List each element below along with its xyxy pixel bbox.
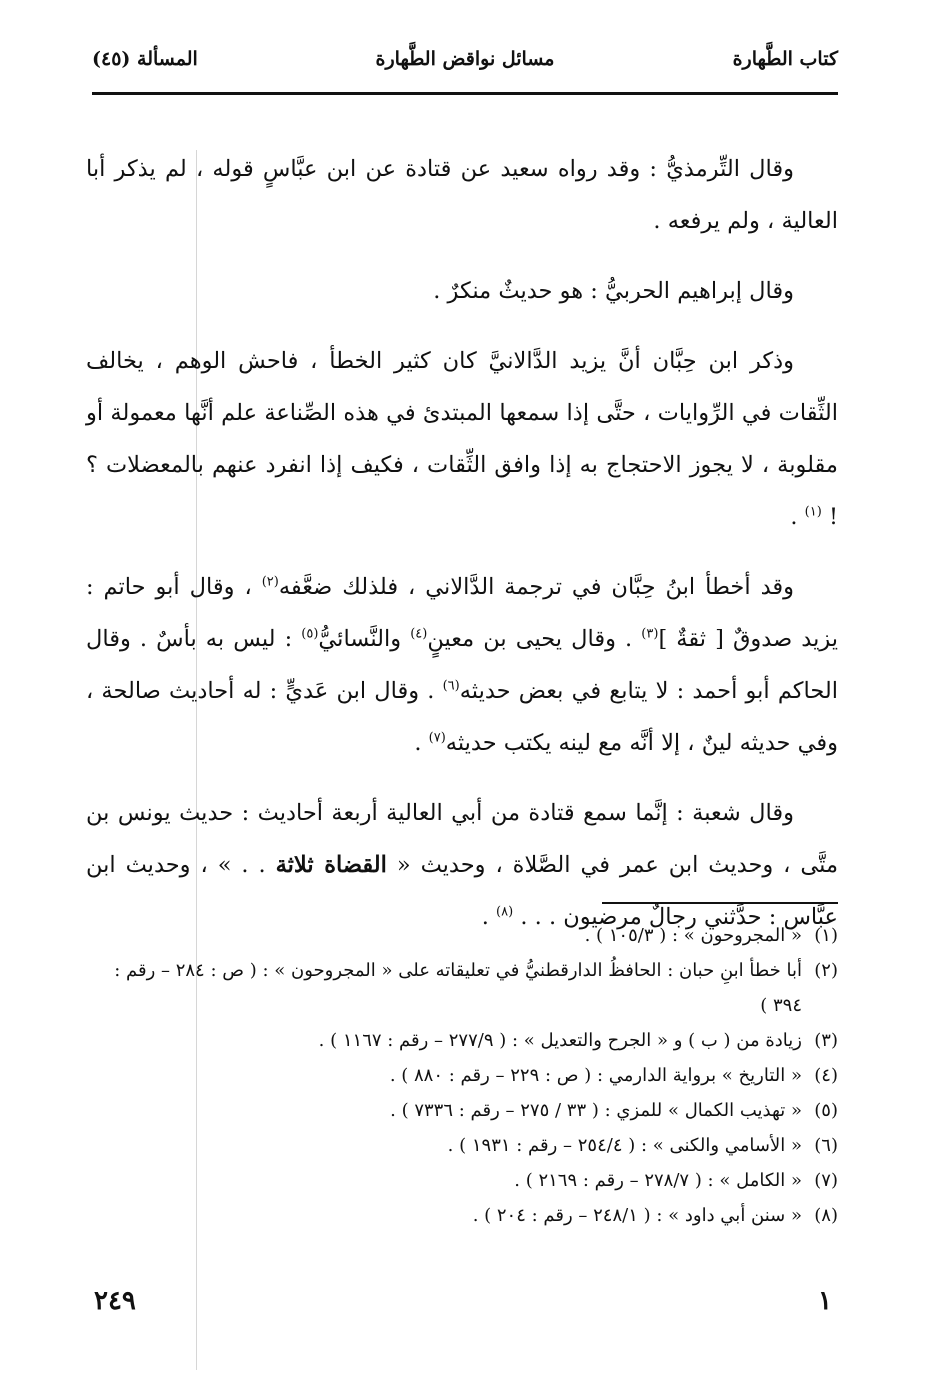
- running-header: [92, 42, 838, 95]
- footnote-number: (٧): [814, 1170, 838, 1191]
- footnote-item: [92, 1093, 838, 1128]
- paragraph: [86, 265, 838, 317]
- text-segment: والنَّسائيُّ: [318, 626, 411, 652]
- footnotes-list: [92, 918, 838, 1233]
- text-segment: : ليس به بأسٌ . وقال الحاكم أبو أحمد : لا يتابع في بعض حديثه: [86, 626, 838, 704]
- text-segment: .: [414, 730, 429, 756]
- main-text: [86, 143, 838, 961]
- page-number: ٢٤٩: [94, 1286, 136, 1316]
- footnote-item: [92, 1163, 838, 1198]
- footnote-number: (٤): [814, 1065, 838, 1086]
- text-segment: . . » ، وحديث ابن عبَّاس : حدَّثني رجالٌ مرضيون . . .: [86, 852, 838, 930]
- footnote-item: [92, 953, 838, 1023]
- text-segment: وقال شعبة : إنَّما سمع قتادة من أبي العالية أربعة أحاديث : حديث يونس بن متَّى ، وحديث ابن عمر في الصَّلاة ، وحديث «: [86, 800, 838, 878]
- text-segment: وقال التِّرمذيُّ : وقد رواه سعيد عن قتادة عن ابن عبَّاسٍ قوله ، لم يذكر أبا العالية ، ولم يرفعه .: [86, 156, 838, 234]
- footnote-item: [92, 1198, 838, 1233]
- footnote-text: « تهذيب الكمال » للمزي : ( ٣٣ / ٢٧٥ – رقم : ٧٣٣٦ ) .: [390, 1100, 802, 1121]
- footnote-reference: (٥): [301, 626, 319, 642]
- footnote-item: [92, 1128, 838, 1163]
- footnote-reference: (٨): [496, 904, 514, 920]
- footnote-text: « الكامل » : ( ٢٧٨/٧ – رقم : ٢١٦٩ ) .: [514, 1170, 802, 1191]
- paragraph: [86, 143, 838, 247]
- page-footer: [92, 1286, 838, 1326]
- text-segment: .: [790, 504, 805, 530]
- footnote-text: « المجروحون » : ( ١٠٥/٣ ) .: [584, 925, 802, 946]
- text-segment: وذكر ابن حِبَّان أنَّ يزيد الدَّالانيَّ كان كثير الخطأ ، فاحش الوهم ، يخالف الثِّقات في الرِّوايات ، حتَّى إذا سمعها المبتدئ في هذه الصِّناعة علم أنَّها معمولة أو مقلوبة ، لا يجوز الاحتجاج به إذا وافق الثِّقات ، فكيف إذا انفرد عنهم بالمعضلات ؟ !: [86, 348, 838, 530]
- footnote-number: (٣): [814, 1030, 838, 1051]
- text-segment: . وقال يحيى بن معينٍ: [427, 626, 642, 652]
- text-segment: .: [481, 904, 497, 930]
- header-issue-number: المسألة (٤٥): [92, 48, 198, 70]
- header-book-title: كتاب الطَّهارة: [732, 48, 838, 70]
- footnote-item: [92, 1023, 838, 1058]
- footnote-number: (٢): [814, 960, 838, 981]
- footnote-reference: (٢): [261, 574, 279, 590]
- footnote-number: (٨): [814, 1205, 838, 1226]
- text-segment: وقال إبراهيم الحربيُّ : هو حديثٌ منكرٌ .: [433, 278, 794, 304]
- paragraph: [86, 335, 838, 543]
- footnote-item: [92, 1058, 838, 1093]
- footnote-text: « سنن أبي داود » : ( ٢٤٨/١ – رقم : ٢٠٤ ) .: [472, 1205, 802, 1226]
- text-segment: ، وقال أبو حاتم : يزيد صدوقٌ [ ثقةٌ ]: [86, 574, 839, 652]
- footnote-reference: (٦): [442, 678, 460, 694]
- footnote-text: « التاريخ » برواية الدارمي : ( ص : ٢٢٩ – رقم : ٨٨٠ ) .: [389, 1065, 802, 1086]
- footnote-number: (٦): [814, 1135, 838, 1156]
- footnote-text: زيادة من ( ب ) و « الجرح والتعديل » : ( ٢٧٧/٩ – رقم : ١١٦٧ ) .: [318, 1030, 802, 1051]
- footnote-item: [92, 918, 838, 953]
- paragraph: [86, 561, 838, 769]
- footnote-reference: (٤): [410, 626, 428, 642]
- footnote-number: (١): [814, 925, 838, 946]
- footnote-reference: (٧): [428, 730, 446, 746]
- footnote-number: (٥): [814, 1100, 838, 1121]
- text-segment: وقد أخطأ ابنُ حِبَّان في ترجمة الدَّالاني ، فلذلك ضعَّفه: [278, 574, 794, 600]
- footnote-separator: [602, 902, 838, 904]
- text-segment: . وقال ابن عَديٍّ : له أحاديث صالحة ، وفي حديثه لينٌ ، إلا أنَّه مع لينه يكتب حديثه: [86, 678, 838, 756]
- bold-quotation: القضاة ثلاثة: [275, 852, 387, 878]
- footnote-text: « الأسامي والكنى » : ( ٢٥٤/٤ – رقم : ١٩٣١ ) .: [447, 1135, 802, 1156]
- footnote-reference: (٣): [641, 626, 659, 642]
- footnote-text: أبا خطأ ابنِ حبان : الحافظُ الدارقطنيُّ في تعليقاته على « المجروحون » : ( ص : ٢٨٤ – رقم : ٣٩٤ ): [114, 960, 802, 1016]
- header-chapter-title: مسائل نواقض الطَّهارة: [375, 48, 555, 70]
- volume-number: ١: [818, 1286, 832, 1316]
- footnote-reference: (١): [804, 504, 822, 520]
